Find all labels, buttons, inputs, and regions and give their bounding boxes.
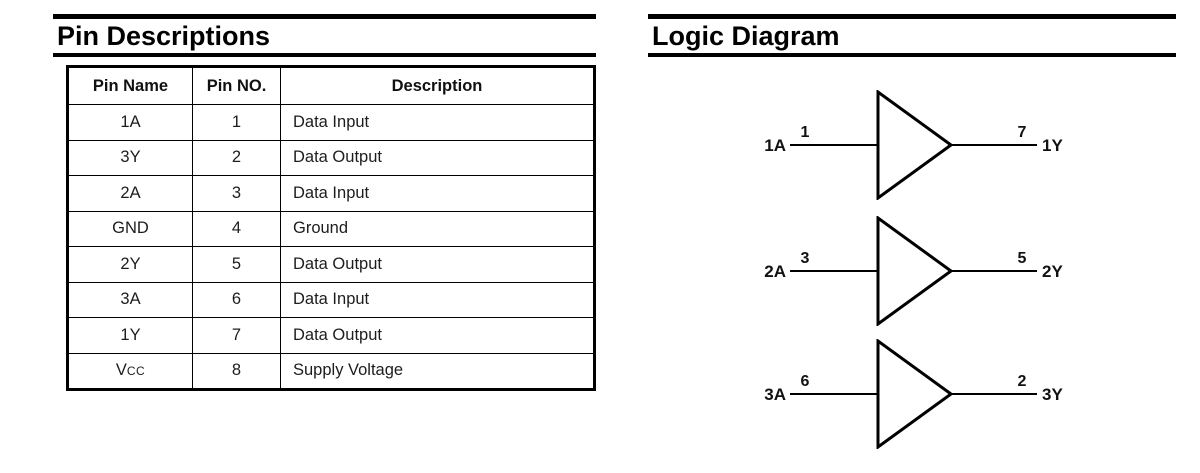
table-row — [68, 247, 595, 283]
cell-pin-name: 3A — [68, 282, 193, 318]
cell-pin-name: 2A — [68, 176, 193, 212]
cell-description: Data Output — [281, 140, 595, 176]
gate-input-label: 2A — [764, 262, 786, 281]
input-wire — [790, 270, 877, 273]
cell-description: Supply Voltage — [281, 353, 595, 390]
logic-diagram-header — [648, 14, 1176, 57]
table-row — [68, 282, 595, 318]
input-wire — [790, 144, 877, 147]
cell-description: Data Input — [281, 176, 595, 212]
cell-description: Data Input — [281, 105, 595, 141]
gate-output-pin-number: 5 — [1017, 250, 1027, 267]
cell-pin-no: 3 — [193, 176, 281, 212]
cell-description: Data Output — [281, 247, 595, 283]
table-row — [68, 176, 595, 212]
buffer-triangle-icon — [876, 339, 956, 449]
cell-description: Data Output — [281, 318, 595, 354]
pin-description-table — [66, 65, 596, 391]
table-row — [68, 211, 595, 247]
cell-pin-no: 4 — [193, 211, 281, 247]
cell-pin-no: 5 — [193, 247, 281, 283]
gate-output-label: 1Y — [1042, 136, 1063, 155]
input-wire — [790, 393, 877, 396]
cell-description: Data Input — [281, 282, 595, 318]
gate-input-pin-number: 1 — [800, 124, 810, 141]
cell-pin-no: 6 — [193, 282, 281, 318]
buffer-gate-3 — [740, 329, 1085, 459]
buffer-triangle-icon — [876, 216, 956, 326]
cell-pin-name: 2Y — [68, 247, 193, 283]
output-wire — [952, 393, 1037, 396]
gate-input-pin-number: 6 — [800, 373, 810, 390]
output-wire — [952, 144, 1037, 147]
column-header-description: Description — [281, 67, 595, 105]
gate-input-label: 3A — [764, 385, 786, 404]
table-row — [68, 140, 595, 176]
gate-output-pin-number: 7 — [1017, 124, 1027, 141]
pin-descriptions-header — [53, 14, 596, 57]
buffer-gate-1 — [740, 80, 1085, 210]
gate-output-label: 3Y — [1042, 385, 1063, 404]
cell-pin-name: GND — [68, 211, 193, 247]
table-row — [68, 318, 595, 354]
gate-output-label: 2Y — [1042, 262, 1063, 281]
header-row — [68, 67, 595, 105]
output-wire — [952, 270, 1037, 273]
cell-pin-name: 1Y — [68, 318, 193, 354]
cell-pin-no: 2 — [193, 140, 281, 176]
cell-pin-no: 1 — [193, 105, 281, 141]
column-header-pin-no: Pin NO. — [193, 67, 281, 105]
vcc-main: V — [115, 361, 127, 380]
vcc-subscript: CC — [126, 364, 146, 379]
cell-pin-no: 7 — [193, 318, 281, 354]
cell-description: Ground — [281, 211, 595, 247]
cell-pin-name-vcc — [68, 353, 193, 390]
logic-diagram-title: Logic Diagram — [652, 21, 840, 51]
buffer-gate-2 — [740, 206, 1085, 336]
gate-input-label: 1A — [764, 136, 786, 155]
column-header-pin-name: Pin Name — [68, 67, 193, 105]
pin-table-head — [68, 67, 595, 105]
gate-output-pin-number: 2 — [1017, 373, 1027, 390]
pin-descriptions-title: Pin Descriptions — [57, 21, 271, 51]
pin-table-body — [68, 105, 595, 390]
table-row — [68, 105, 595, 141]
cell-pin-no: 8 — [193, 353, 281, 390]
gate-input-pin-number: 3 — [800, 250, 810, 267]
table-row — [68, 353, 595, 390]
buffer-triangle-icon — [876, 90, 956, 200]
cell-pin-name: 1A — [68, 105, 193, 141]
cell-pin-name: 3Y — [68, 140, 193, 176]
